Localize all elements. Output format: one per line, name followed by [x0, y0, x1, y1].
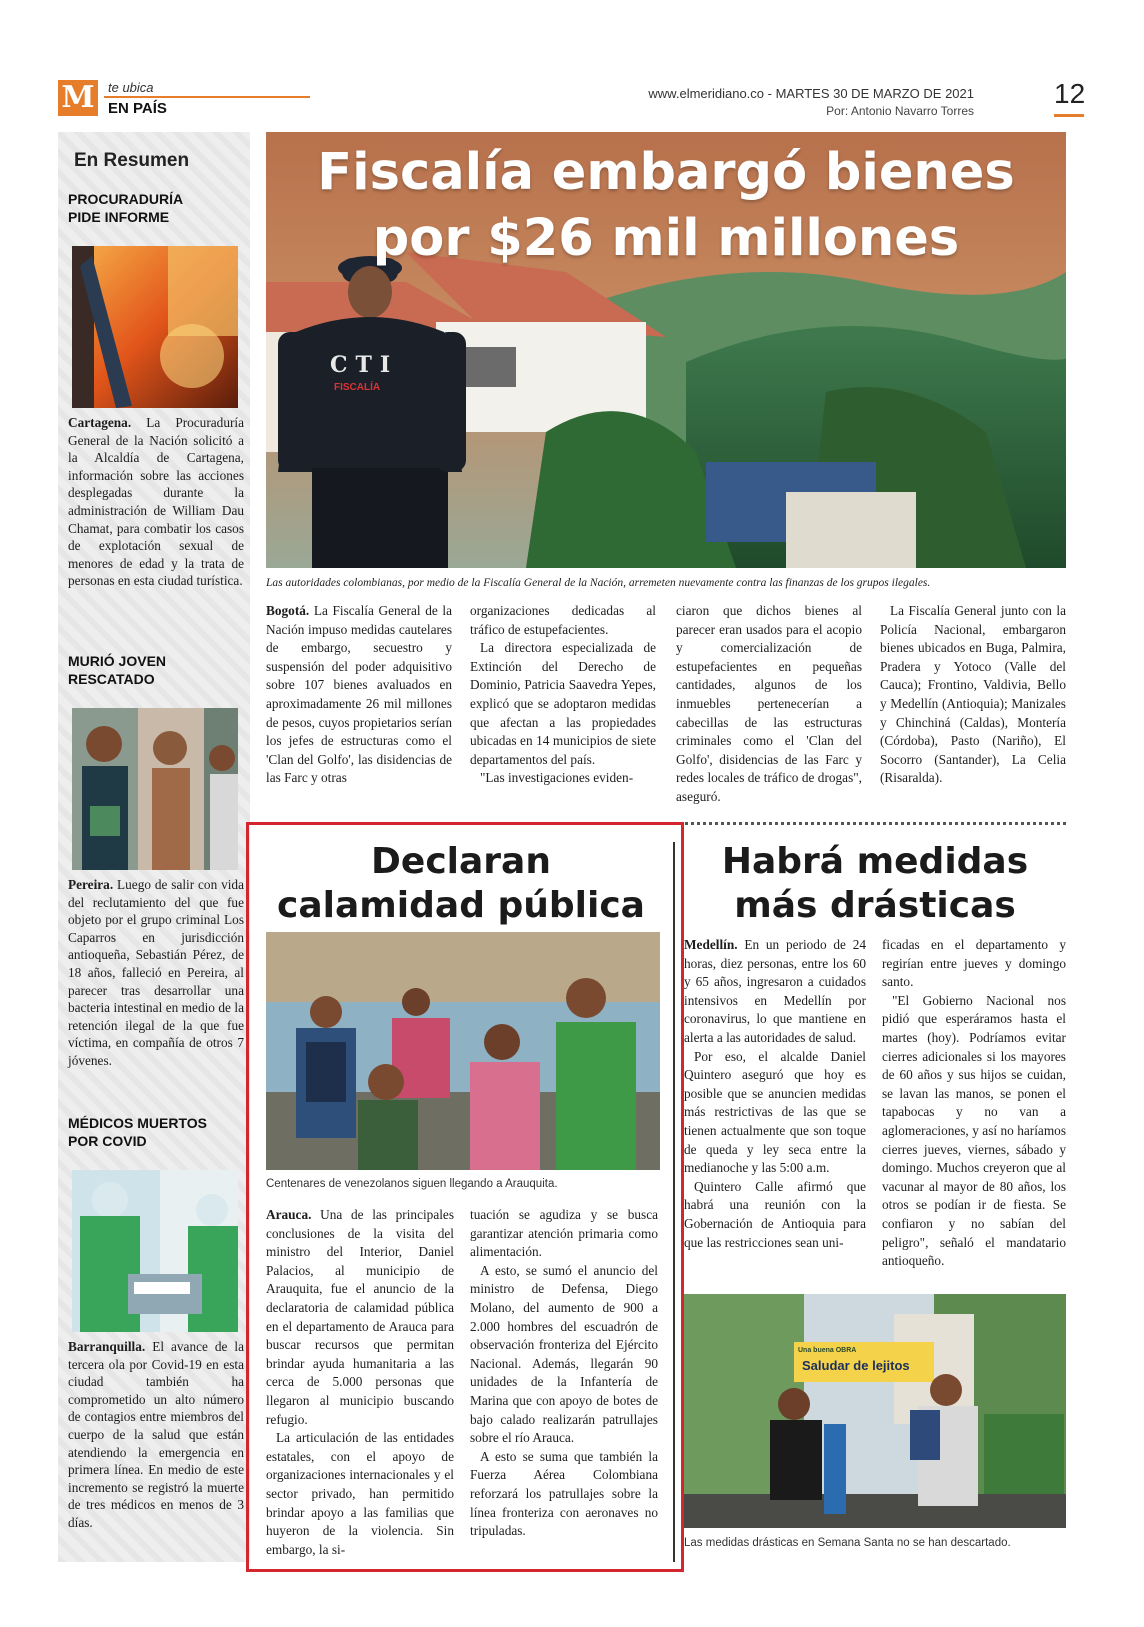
date-line: www.elmeridiano.co - MARTES 30 DE MARZO DE 2021 [648, 86, 974, 101]
street-photo [684, 1294, 1066, 1528]
page-number-underline [1054, 114, 1084, 117]
sidebar-text-pereira: Pereira. Luego de salir con vida del reclutamiento del que fue objeto por el grupo criminal Los Caparros en jurisdicción antioqueña, Sebastián Pérez, de 18 años, falleció en Pereira, al parecer tras desarrollar una bacteria intestinal en medio de la retención ilegal de la que fue víctima, en compañía de otros 7 jóvenes. [68, 877, 244, 1068]
fiscalia-vest-text: FISCALÍA [334, 382, 381, 393]
author-byline: Por: Antonio Navarro Torres [826, 104, 974, 118]
calamidad-column-1: Arauca. Una de las principales conclusiones de la visita del ministro del Interior, Daniel Palacios, al municipio de Arauquita, fue el anuncio de la declaratoria de calamidad pública en el departamento de Arauca para buscar recursos que permitan brindar ayuda humanitaria a las cerca de 5.000 personas que llegaron al municipio buscando refugio. La articulación de las entidades estatales, con el apoyo de organizaciones internacionales y el sector privado, han permitido brindar apoyo a las familias que huyeron de la violencia. Sin embargo, la si- [266, 1207, 454, 1557]
section-name: EN PAÍS [108, 100, 167, 117]
medidas-title: Habrá medidas más drásticas [721, 841, 1029, 926]
page-number: 12 [1054, 78, 1086, 109]
sign-text: Saludar de lejitos [802, 1358, 910, 1373]
header-divider [104, 96, 310, 98]
top-story-column-3: ciaron que dichos bienes al parecer eran usados para el acopio y comercialización de estupefacientes en pequeñas cantidades, algunos de los inmuebles pertenecerían a cabecillas de las estructuras criminales como el 'Clan del Golfo', disidencias de las Farc y redes locales de tráfico de drogas", aseguró. [676, 603, 862, 804]
sidebar-text-cartagena: Cartagena. La Procuraduría General de la Nación solicitó a la Alcaldía de Cartagena, información sobre las acciones desplegadas durante la administración de William Dau Chamat, para combatir los casos de explotación sexual de menores de edad y la trata de personas en esta ciudad turística. [68, 415, 244, 589]
section-tag: te ubica [108, 80, 154, 95]
migrants-photo [266, 932, 660, 1170]
top-story-column-4: La Fiscalía General junto con la Policía Nacional, embargaron bienes ubicados en Buga, Palmira, Pradera y Yotoco (Valle del Cauca); Frontino, Valdivia, Bello y Medellín (Antioquia); Manizales y Chinchiná (Caldas), Montería (Córdoba), Pasto (Nariño), El Socorro (Santander), La Celia (Risaralda). [880, 603, 1066, 786]
sign-small-text: Una buena OBRA [798, 1347, 857, 1354]
calamidad-title: Declaran calamidad pública [277, 841, 645, 926]
sidebar-heading-procuraduria: PROCURADURÍA PIDE INFORME [68, 191, 183, 225]
top-story-caption: Las autoridades colombianas, por medio de la Fiscalía General de la Nación, arremeten nuevamente contra las finanzas de los grupos ilegales. [266, 577, 931, 589]
doctors-photo [72, 1170, 238, 1332]
top-story-title: Fiscalía embargó bienes por $26 mil millones [317, 143, 1015, 268]
column-rule [673, 842, 675, 1562]
top-story-column-1: Bogotá. La Fiscalía General de la Nación impuso medidas cautelares de embargo, secuestro y suspensión del poder adquisitivo sobre 107 bienes avaluados en aproximadamente 26 mil millones de pesos, cuyos propietarios serían los jefes de estructuras como el 'Clan del Golfo', las disidencias de las Farc y otras [266, 603, 452, 786]
medidas-column-2: ficadas en el departamento y regirían entre jueves y domingo santo. "El Gobierno Nacional nos pidió que esperáramos hasta el martes (hoy). Podríamos evitar cierres adicionales si los mayores de 60 años y sus hijos se cuidan, se lavan las manos, se ponen el tapabocas y no van a aglomeraciones, y así no haríamos cierres jueves, viernes, sábado y domingo. Muchos creyeron que al vacunar al mayor de 80 años, los otros se podían ir de fiesta. Se confiaron y no sabían del peligro", señaló el mandatario antioqueño. [882, 937, 1066, 1269]
calamidad-caption: Centenares de venezolanos siguen llegando a Arauquita. [266, 1178, 558, 1190]
sidebar-text-barranquilla: Barranquilla. El avance de la tercera ola por Covid-19 en esta ciudad también ha comprometido un alto número de contagios entre miembros del cuerpo de la salud que están atendiendo la emergencia en primera línea. En medio de este incremento se registró la muerte de tres médicos en menos de 3 días. [68, 1339, 244, 1530]
top-story-column-2: organizaciones dedicadas al tráfico de estupefacientes. La directora especializada de Extinción del Derecho de Dominio, Patricia Saavedra Yepes, explicó que se adoptaron medidas que afectan a las propiedades ubicadas en 14 municipios de siete departamentos del país. "Las investigaciones eviden- [470, 603, 656, 786]
cti-vest-text: CTI [330, 352, 399, 378]
medidas-column-1: Medellín. En un periodo de 24 horas, diez personas, entre los 60 y 65 años, ingresaron a cuidados intensivos en Medellín por coronavirus, lo que mantiene en alerta a las autoridades de salud. Por eso, el alcalde Daniel Quintero aseguró que hoy es posible que se anuncien medidas más restrictivas de las que se tienen actualmente que son toque de queda y ley seca entre la medianoche y las 5:00 a.m. Quintero Calle afirmó que habrá una reunión con la Gobernación de Antioquia para que las restricciones sean uni- [684, 937, 866, 1250]
newspaper-logo: M [58, 80, 98, 116]
sidebar-heading-murio: MURIÓ JOVEN RESCATADO [68, 653, 167, 687]
sidebar-title: En Resumen [74, 150, 190, 171]
calamidad-column-2: tuación se agudiza y se busca garantizar atención primaria como alimentación. A esto, se sumó el anuncio del ministro de Defensa, Diego Molano, del aumento de 900 a 2.000 hombres del escuadrón de observación fronteriza del Ejército Nacional. Además, llegarán 90 unidades de la Infantería de Marina que con apoyo de botes de bajo calado realizarán patrullajes sobre el río Arauca. A esto se suma que también la Fuerza Aérea Colombiana reforzará los patrullajes sobre la línea fronteriza con aeronaves no tripuladas. [470, 1207, 658, 1539]
fire-photo [72, 246, 238, 408]
young-men-photo [72, 708, 238, 870]
medidas-caption: Las medidas drásticas en Semana Santa no se han descartado. [684, 1537, 1011, 1549]
sidebar-heading-medicos: MÉDICOS MUERTOS POR COVID [68, 1115, 207, 1149]
